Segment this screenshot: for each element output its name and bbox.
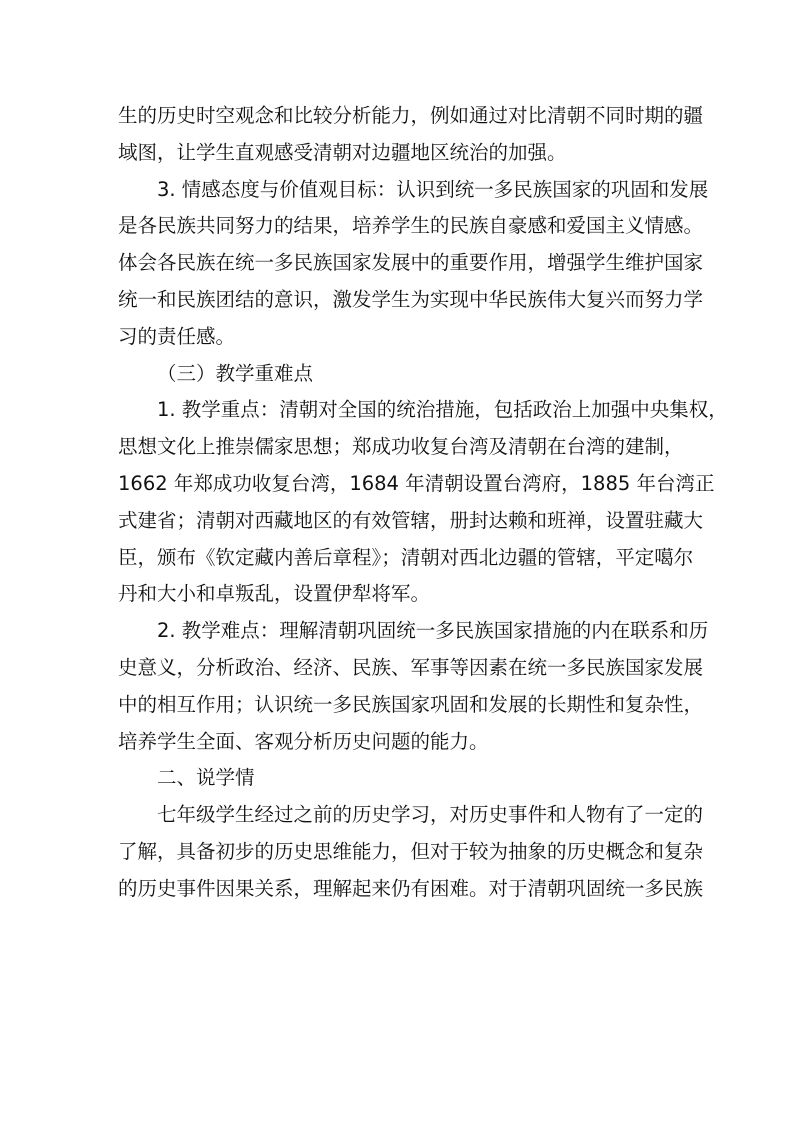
text-line: 域图，让学生直观感受清朝对边疆地区统治的加强。 bbox=[118, 140, 567, 164]
paragraph-emotion-goal bbox=[118, 172, 709, 356]
paragraph-student-situation bbox=[118, 797, 704, 907]
text-line: 生的历史时空观念和比较分析能力，例如通过对比清朝不同时期的疆 bbox=[118, 104, 704, 127]
text-line: 习的责任感。 bbox=[118, 324, 236, 348]
text-line: 七年级学生经过之前的历史学习，对历史事件和人物有了一定的 bbox=[157, 803, 704, 827]
text-line: 臣，颁布《钦定藏内善后章程》；清朝对西北边疆的管辖，平定噶尔 bbox=[118, 545, 694, 569]
text-line: 思想文化上推崇儒家思想；郑成功收复台湾及清朝在台湾的建制， bbox=[118, 435, 684, 459]
paragraph-teaching-focus bbox=[118, 392, 728, 613]
text-line: 1662 年郑成功收复台湾，1684 年清朝设置台湾府，1885 年台湾正 bbox=[118, 471, 715, 495]
text-line: 史意义，分析政治、经济、民族、军事等因素在统一多民族国家发展 bbox=[118, 655, 704, 679]
text-line: 了解，具备初步的历史思维能力，但对于较为抽象的历史概念和复杂 bbox=[118, 839, 704, 863]
paragraph-teaching-difficulty bbox=[118, 613, 709, 760]
text-line: 体会各民族在统一多民族国家发展中的重要作用，增强学生维护国家 bbox=[118, 251, 704, 275]
section-heading-student-analysis: 二、说学情 bbox=[157, 766, 255, 790]
text-line: 中的相互作用；认识统一多民族国家巩固和发展的长期性和复杂性， bbox=[118, 692, 704, 716]
document-page bbox=[118, 98, 728, 908]
text-line: 2. 教学难点：理解清朝巩固统一多民族国家措施的内在联系和历 bbox=[157, 619, 709, 643]
section-heading-key-points: （三）教学重难点 bbox=[157, 361, 314, 385]
text-line: 是各民族共同努力的结果，培养学生的民族自豪感和爱国主义情感。 bbox=[118, 214, 704, 238]
text-line: 丹和大小和卓叛乱，设置伊犁将军。 bbox=[118, 582, 431, 606]
text-line: 培养学生全面、客观分析历史问题的能力。 bbox=[118, 729, 489, 753]
text-line: 3. 情感态度与价值观目标：认识到统一多民族国家的巩固和发展 bbox=[157, 177, 709, 201]
text-line: 1. 教学重点：清朝对全国的统治措施，包括政治上加强中央集权， bbox=[157, 398, 728, 422]
text-line: 式建省；清朝对西藏地区的有效管辖，册封达赖和班禅，设置驻藏大 bbox=[118, 508, 704, 532]
paragraph-ability-continuation bbox=[118, 98, 704, 172]
text-line: 统一和民族团结的意识，激发学生为实现中华民族伟大复兴而努力学 bbox=[118, 287, 704, 311]
text-line: 的历史事件因果关系，理解起来仍有困难。对于清朝巩固统一多民族 bbox=[118, 876, 704, 900]
